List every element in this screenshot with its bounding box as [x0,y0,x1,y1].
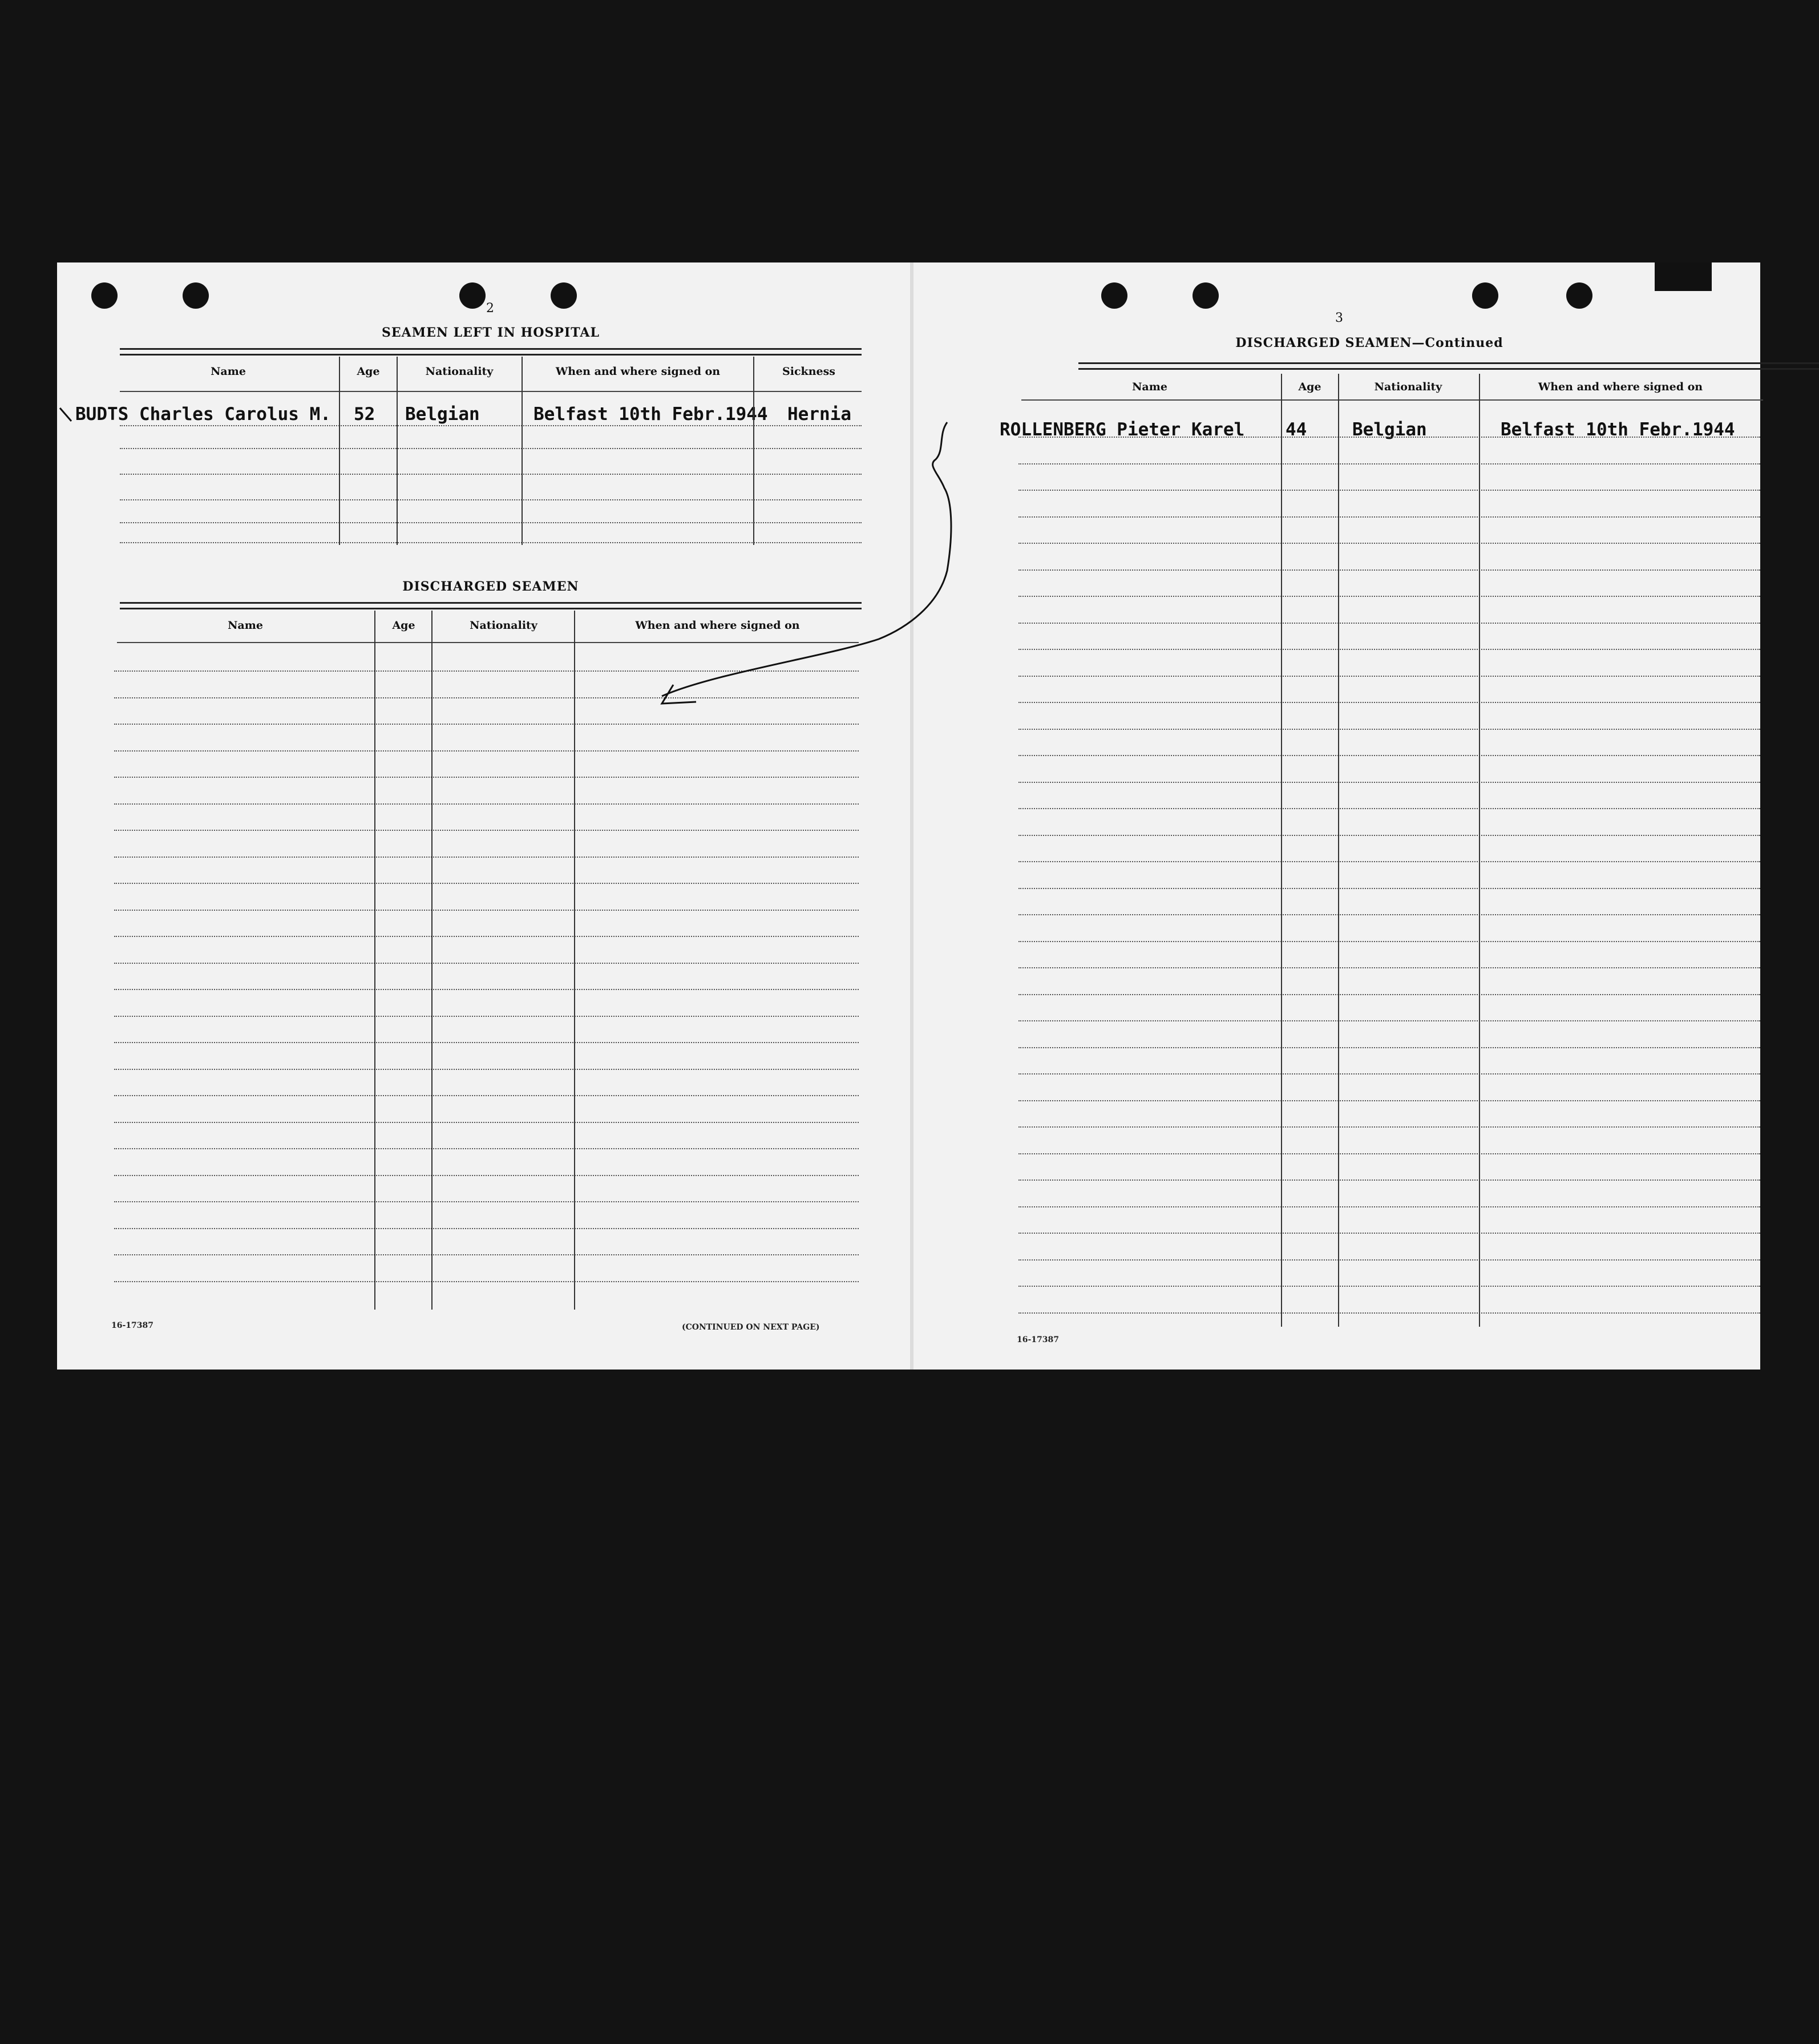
hospital-section-title: SEAMEN LEFT IN HOSPITAL [382,325,600,340]
column-header-age: Age [1298,381,1321,393]
discharged-section-title: DISCHARGED SEAMEN [402,579,579,594]
column-header-age: Age [392,619,415,632]
form-number: 16-17387 [111,1321,153,1330]
discharged-continued-title: DISCHARGED SEAMEN—Continued [1235,336,1503,350]
handwritten-bracket-arrow [57,262,1760,1370]
column-header-name: Name [211,365,246,378]
column-header-signed-on: When and where signed on [635,619,800,632]
hospital-row-signed-on: Belfast 10th Febr.1944 [533,404,768,425]
ledger-spread [57,262,1760,1370]
hospital-row-age: 52 [354,404,375,425]
hospital-row-sickness: Hernia [787,404,851,425]
discharged-row-age: 44 [1286,419,1307,440]
column-header-nationality: Nationality [470,619,537,632]
column-header-name: Name [1132,381,1167,393]
continued-note: (CONTINUED ON NEXT PAGE) [682,1323,820,1332]
column-header-sickness: Sickness [782,365,835,378]
page-number: 3 [1335,311,1343,325]
page-number: 2 [486,301,494,316]
column-header-name: Name [228,619,263,632]
column-header-nationality: Nationality [425,365,494,378]
column-header-signed-on: When and where signed on [555,365,721,378]
hospital-row-name: BUDTS Charles Carolus M. [75,404,331,425]
discharged-row-signed-on: Belfast 10th Febr.1944 [1501,419,1735,440]
discharged-row-nationality: Belgian [1352,419,1427,440]
form-number: 16-17387 [1017,1335,1059,1344]
hospital-row-nationality: Belgian [405,404,480,425]
discharged-row-name: ROLLENBERG Pieter Karel [1000,419,1245,440]
column-header-signed-on: When and where signed on [1538,381,1703,393]
column-header-nationality: Nationality [1374,381,1442,393]
column-header-age: Age [357,365,380,378]
